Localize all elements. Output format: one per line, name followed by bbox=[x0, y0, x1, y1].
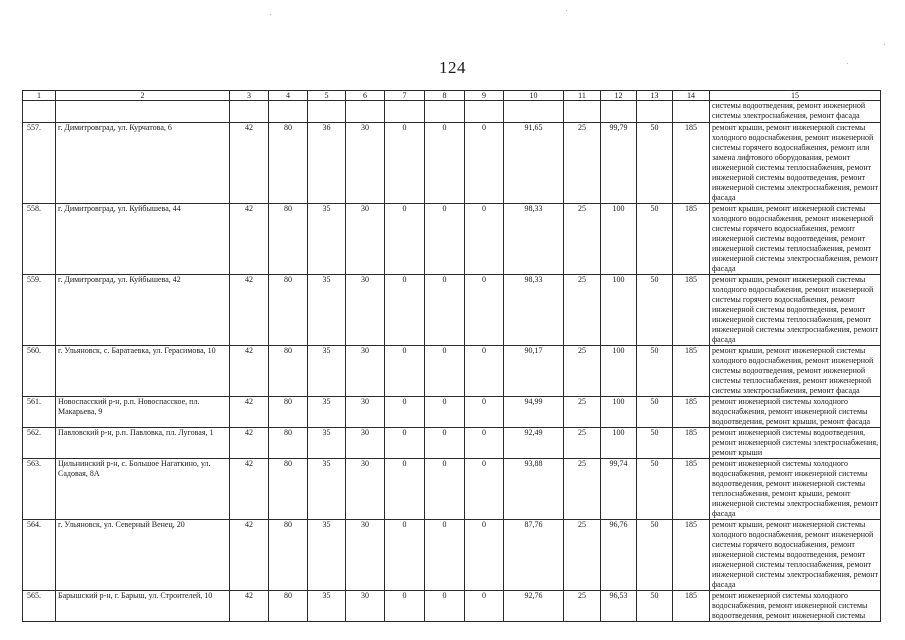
value-cell-c4: 80 bbox=[269, 275, 308, 346]
column-header-9: 9 bbox=[465, 91, 504, 101]
works-cell: ремонт крыши, ремонт инженерной системы холодного водоснабжения, ремонт инженерной системы горячего водоснабжения, ремонт инженерной системы водоотведения, ремонт инженерной системы теплоснабжения, ремонт инженерной системы электроснабжения, ремонт фасада bbox=[710, 275, 881, 346]
value-cell-c10: 94,99 bbox=[504, 397, 564, 428]
works-cell: ремонт инженерной системы водоотведения, ремонт инженерной системы электроснабжения, ремонт крыши bbox=[710, 428, 881, 459]
value-cell-c11: 25 bbox=[564, 520, 601, 591]
value-cell-c9: 0 bbox=[465, 275, 504, 346]
value-cell-c3: 42 bbox=[230, 428, 269, 459]
table-row bbox=[23, 428, 881, 459]
value-cell-c9: 0 bbox=[465, 204, 504, 275]
table-body bbox=[23, 101, 881, 622]
value-cell-c4: 80 bbox=[269, 346, 308, 397]
table-row bbox=[23, 520, 881, 591]
value-cell-c11: 25 bbox=[564, 397, 601, 428]
address-cell: Новоспасский р-н, р.п. Новоспасское, пл. Макарьева, 9 bbox=[56, 397, 230, 428]
value-cell-c9: 0 bbox=[465, 520, 504, 591]
value-cell-c3: 42 bbox=[230, 520, 269, 591]
table-row bbox=[23, 397, 881, 428]
value-cell-c7: 0 bbox=[385, 397, 425, 428]
value-cell-c9: 0 bbox=[465, 397, 504, 428]
value-cell-c13: 50 bbox=[637, 346, 673, 397]
value-cell-c12: 100 bbox=[601, 204, 637, 275]
value-cell-c11: 25 bbox=[564, 204, 601, 275]
column-header-7: 7 bbox=[385, 91, 425, 101]
table-row bbox=[23, 204, 881, 275]
value-cell-c11: 25 bbox=[564, 428, 601, 459]
value-cell-c8: 0 bbox=[425, 520, 465, 591]
value-cell-c13: 50 bbox=[637, 459, 673, 520]
value-cell-c10: 91,65 bbox=[504, 123, 564, 204]
column-header-10: 10 bbox=[504, 91, 564, 101]
value-cell-c13: 50 bbox=[637, 397, 673, 428]
value-cell-c10: 93,88 bbox=[504, 459, 564, 520]
table-header bbox=[23, 91, 881, 101]
column-header-13: 13 bbox=[637, 91, 673, 101]
row-number: 562. bbox=[23, 428, 56, 459]
value-cell-c4: 80 bbox=[269, 123, 308, 204]
address-cell: Барышский р-н, г. Барыш, ул. Строителей, 10 bbox=[56, 591, 230, 622]
scan-speck bbox=[270, 14, 271, 15]
value-cell-c10: 98,33 bbox=[504, 204, 564, 275]
value-cell-c5: 36 bbox=[308, 123, 346, 204]
value-cell-c9: 0 bbox=[465, 428, 504, 459]
column-header-5: 5 bbox=[308, 91, 346, 101]
value-cell-c6: 30 bbox=[346, 346, 385, 397]
value-cell-c7: 0 bbox=[385, 520, 425, 591]
value-cell-c9: 0 bbox=[465, 346, 504, 397]
address-cell: Павловский р-н, р.п. Павловка, пл. Луговая, 1 bbox=[56, 428, 230, 459]
value-cell-c11: 25 bbox=[564, 123, 601, 204]
value-cell-c13: 50 bbox=[637, 123, 673, 204]
address-cell: Цильнинский р-н, с. Большое Нагаткино, ул. Садовая, 8А bbox=[56, 459, 230, 520]
value-cell-c13: 50 bbox=[637, 204, 673, 275]
table-row bbox=[23, 123, 881, 204]
address-cell: г. Димитровград, ул. Куйбышева, 44 bbox=[56, 204, 230, 275]
value-cell-c8: 0 bbox=[425, 459, 465, 520]
value-cell-c12: 100 bbox=[601, 346, 637, 397]
column-header-8: 8 bbox=[425, 91, 465, 101]
value-cell-c6: 30 bbox=[346, 123, 385, 204]
column-header-11: 11 bbox=[564, 91, 601, 101]
address-cell: г. Димитровград, ул. Курчатова, 6 bbox=[56, 123, 230, 204]
value-cell-c7: 0 bbox=[385, 428, 425, 459]
value-cell-c12: 100 bbox=[601, 397, 637, 428]
scan-speck bbox=[847, 63, 848, 64]
value-cell-c5: 35 bbox=[308, 397, 346, 428]
column-header-1: 1 bbox=[23, 91, 56, 101]
value-cell-c11: 25 bbox=[564, 459, 601, 520]
value-cell-c3: 42 bbox=[230, 459, 269, 520]
works-cell: ремонт крыши, ремонт инженерной системы холодного водоснабжения, ремонт инженерной системы водоотведения, ремонт инженерной системы теплоснабжения, ремонт инженерной системы электроснабжения, ремонт фасада bbox=[710, 346, 881, 397]
value-cell-c9: 0 bbox=[465, 459, 504, 520]
value-cell-c10: 92,76 bbox=[504, 591, 564, 622]
column-header-2: 2 bbox=[56, 91, 230, 101]
value-cell-c13: 50 bbox=[637, 520, 673, 591]
value-cell-c7: 0 bbox=[385, 204, 425, 275]
value-cell-c14: 185 bbox=[673, 591, 710, 622]
value-cell-c6: 30 bbox=[346, 275, 385, 346]
works-cell: ремонт крыши, ремонт инженерной системы холодного водоснабжения, ремонт инженерной системы горячего водоснабжения, ремонт или замена лифтового оборудования, ремонт инженерной системы теплоснабжения, ремонт инженерной системы водоотведения, ремонт инженерной системы электроснабжения, ремонт фасада bbox=[710, 123, 881, 204]
address-cell: г. Ульяновск, с. Баратаевка, ул. Герасимова, 10 bbox=[56, 346, 230, 397]
value-cell-c3: 42 bbox=[230, 346, 269, 397]
row-number: 563. bbox=[23, 459, 56, 520]
value-cell-c10: 90,17 bbox=[504, 346, 564, 397]
column-header-12: 12 bbox=[601, 91, 637, 101]
scan-speck bbox=[566, 10, 567, 11]
column-header-15: 15 bbox=[710, 91, 881, 101]
value-cell-c6: 30 bbox=[346, 397, 385, 428]
value-cell-c4: 80 bbox=[269, 204, 308, 275]
value-cell-c5: 35 bbox=[308, 346, 346, 397]
row-number: 557. bbox=[23, 123, 56, 204]
column-header-4: 4 bbox=[269, 91, 308, 101]
value-cell-c12: 99,79 bbox=[601, 123, 637, 204]
value-cell-c5: 35 bbox=[308, 204, 346, 275]
table-row bbox=[23, 346, 881, 397]
continuation-works-cell: системы водоотведения, ремонт инженерной системы электроснабжения, ремонт фасада bbox=[710, 101, 881, 123]
value-cell-c14: 185 bbox=[673, 397, 710, 428]
column-header-3: 3 bbox=[230, 91, 269, 101]
table-row bbox=[23, 459, 881, 520]
works-cell: ремонт крыши, ремонт инженерной системы холодного водоснабжения, ремонт инженерной системы горячего водоснабжения, ремонт инженерной системы водоотведения, ремонт инженерной системы теплоснабжения, ремонт инженерной системы электроснабжения, ремонт фасада bbox=[710, 204, 881, 275]
value-cell-c12: 96,76 bbox=[601, 520, 637, 591]
header-row bbox=[23, 91, 881, 101]
value-cell-c6: 30 bbox=[346, 459, 385, 520]
value-cell-c13: 50 bbox=[637, 275, 673, 346]
value-cell-c8: 0 bbox=[425, 428, 465, 459]
row-number: 564. bbox=[23, 520, 56, 591]
value-cell-c10: 98,33 bbox=[504, 275, 564, 346]
value-cell-c7: 0 bbox=[385, 459, 425, 520]
value-cell-c8: 0 bbox=[425, 346, 465, 397]
address-cell: г. Димитровград, ул. Куйбышева, 42 bbox=[56, 275, 230, 346]
row-number: 565. bbox=[23, 591, 56, 622]
value-cell-c4: 80 bbox=[269, 428, 308, 459]
table-row bbox=[23, 275, 881, 346]
value-cell-c7: 0 bbox=[385, 275, 425, 346]
scan-speck bbox=[884, 44, 885, 45]
value-cell-c6: 30 bbox=[346, 428, 385, 459]
value-cell-c3: 42 bbox=[230, 591, 269, 622]
value-cell-c14: 185 bbox=[673, 428, 710, 459]
row-number: 559. bbox=[23, 275, 56, 346]
value-cell-c4: 80 bbox=[269, 520, 308, 591]
works-cell: ремонт инженерной системы холодного водоснабжения, ремонт инженерной системы водоотведения, ремонт инженерной системы bbox=[710, 591, 881, 622]
value-cell-c3: 42 bbox=[230, 275, 269, 346]
table-row bbox=[23, 591, 881, 622]
row-number: 561. bbox=[23, 397, 56, 428]
row-number: 558. bbox=[23, 204, 56, 275]
value-cell-c6: 30 bbox=[346, 591, 385, 622]
value-cell-c8: 0 bbox=[425, 397, 465, 428]
value-cell-c5: 35 bbox=[308, 520, 346, 591]
value-cell-c12: 100 bbox=[601, 428, 637, 459]
continuation-row bbox=[23, 101, 881, 123]
value-cell-c11: 25 bbox=[564, 591, 601, 622]
value-cell-c5: 35 bbox=[308, 428, 346, 459]
value-cell-c8: 0 bbox=[425, 123, 465, 204]
value-cell-c4: 80 bbox=[269, 591, 308, 622]
page-number: 124 bbox=[439, 58, 466, 77]
address-cell: г. Ульяновск, ул. Северный Венец, 20 bbox=[56, 520, 230, 591]
column-header-6: 6 bbox=[346, 91, 385, 101]
value-cell-c11: 25 bbox=[564, 346, 601, 397]
repair-register-table bbox=[22, 90, 881, 622]
value-cell-c14: 185 bbox=[673, 204, 710, 275]
value-cell-c14: 185 bbox=[673, 346, 710, 397]
works-cell: ремонт инженерной системы холодного водоснабжения, ремонт инженерной системы водоотведения, ремонт инженерной системы теплоснабжения, ремонт крыши, ремонт инженерной системы электроснабжения, ремонт фасада bbox=[710, 459, 881, 520]
value-cell-c4: 80 bbox=[269, 397, 308, 428]
value-cell-c10: 92,49 bbox=[504, 428, 564, 459]
value-cell-c3: 42 bbox=[230, 397, 269, 428]
value-cell-c8: 0 bbox=[425, 275, 465, 346]
value-cell-c7: 0 bbox=[385, 346, 425, 397]
value-cell-c14: 185 bbox=[673, 459, 710, 520]
works-cell: ремонт инженерной системы холодного водоснабжения, ремонт инженерной системы водоотведения, ремонт крыши, ремонт фасада bbox=[710, 397, 881, 428]
value-cell-c8: 0 bbox=[425, 204, 465, 275]
value-cell-c7: 0 bbox=[385, 123, 425, 204]
value-cell-c13: 50 bbox=[637, 428, 673, 459]
column-header-14: 14 bbox=[673, 91, 710, 101]
value-cell-c10: 87,76 bbox=[504, 520, 564, 591]
value-cell-c6: 30 bbox=[346, 520, 385, 591]
value-cell-c3: 42 bbox=[230, 204, 269, 275]
value-cell-c5: 35 bbox=[308, 459, 346, 520]
value-cell-c14: 185 bbox=[673, 123, 710, 204]
row-number: 560. bbox=[23, 346, 56, 397]
value-cell-c3: 42 bbox=[230, 123, 269, 204]
value-cell-c12: 96,53 bbox=[601, 591, 637, 622]
value-cell-c7: 0 bbox=[385, 591, 425, 622]
value-cell-c6: 30 bbox=[346, 204, 385, 275]
value-cell-c5: 35 bbox=[308, 275, 346, 346]
value-cell-c9: 0 bbox=[465, 591, 504, 622]
value-cell-c12: 99,74 bbox=[601, 459, 637, 520]
value-cell-c12: 100 bbox=[601, 275, 637, 346]
works-cell: ремонт крыши, ремонт инженерной системы холодного водоснабжения, ремонт инженерной системы горячего водоснабжения, ремонт инженерной системы водоотведения, ремонт инженерной системы теплоснабжения, ремонт инженерной системы электроснабжения, ремонт фасада bbox=[710, 520, 881, 591]
value-cell-c13: 50 bbox=[637, 591, 673, 622]
value-cell-c4: 80 bbox=[269, 459, 308, 520]
value-cell-c14: 185 bbox=[673, 520, 710, 591]
value-cell-c9: 0 bbox=[465, 123, 504, 204]
value-cell-c11: 25 bbox=[564, 275, 601, 346]
value-cell-c8: 0 bbox=[425, 591, 465, 622]
value-cell-c5: 35 bbox=[308, 591, 346, 622]
value-cell-c14: 185 bbox=[673, 275, 710, 346]
